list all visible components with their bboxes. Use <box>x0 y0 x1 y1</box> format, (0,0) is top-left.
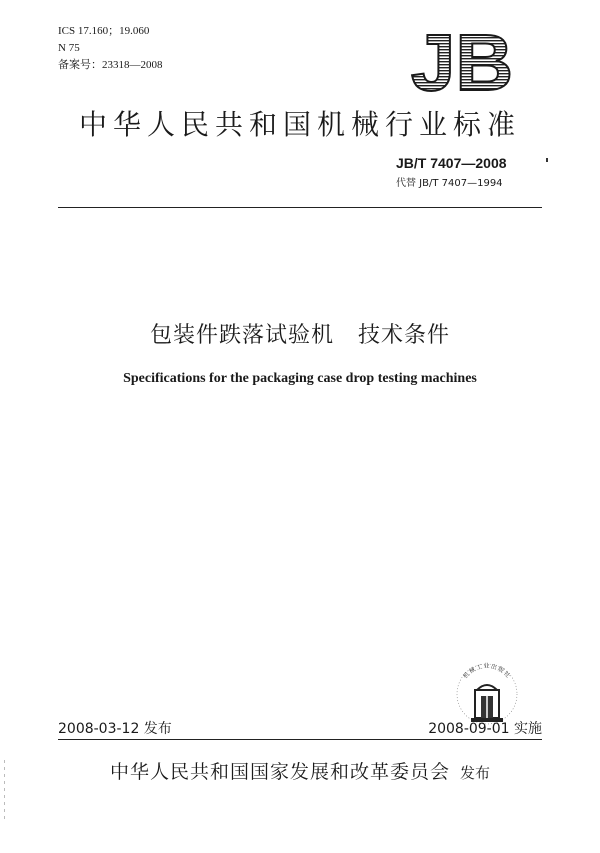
seal-emblem-icon <box>471 685 503 722</box>
issuing-authority <box>0 757 600 784</box>
issuer-name: 中华人民共和国国家发展和改革委员会 <box>109 761 450 783</box>
jb-logo-text: JB <box>410 22 514 100</box>
ics-code: ICS 17.160；19.060 <box>58 25 150 37</box>
svg-text:机械工业出版社 <box>461 662 512 680</box>
document-title-en: Specifications for the packaging case drop testing machines <box>123 371 477 386</box>
implementation-date: 2008-09-01 实施 <box>428 721 542 737</box>
bottom-divider <box>58 739 542 740</box>
page-title: 中华人民共和国机械行业标准 <box>78 108 521 141</box>
scan-mark <box>546 158 548 162</box>
top-divider <box>58 207 542 208</box>
ccs-code: N 75 <box>58 42 80 54</box>
standard-number: JB/T 7407—2008 <box>396 155 507 171</box>
seal-text: 机械工业出版社 <box>462 663 512 681</box>
registration-number: 备案号：23318—2008 <box>58 59 163 71</box>
issuer-verb: 发布 <box>460 764 491 782</box>
document-title-cn: 包装件跌落试验机 技术条件 <box>150 323 450 348</box>
jb-logo <box>398 22 526 100</box>
issue-date: 2008-03-12 发布 <box>58 721 172 737</box>
replaces-standard: 代替 JB/T 7407—1994 <box>396 178 503 189</box>
scan-edge-artifact <box>4 760 5 820</box>
